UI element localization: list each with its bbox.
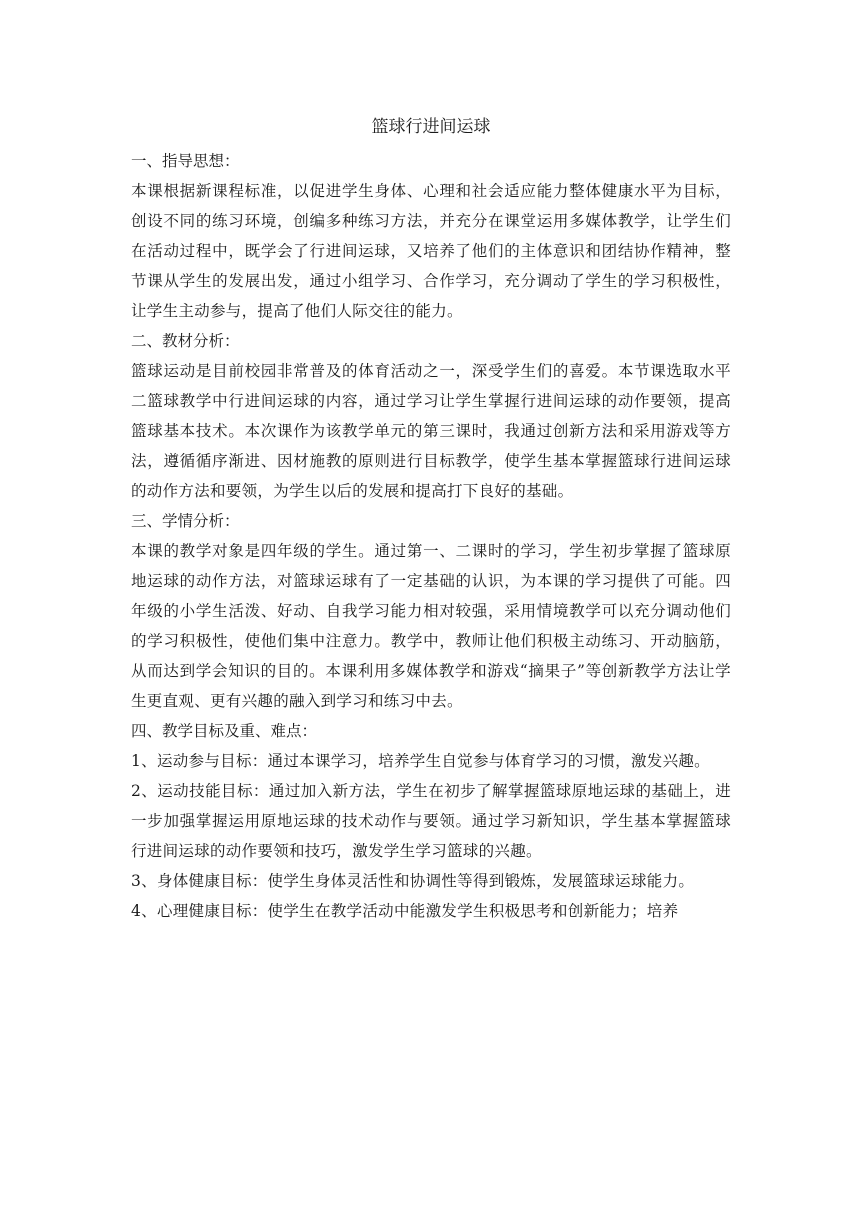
section-heading-student-analysis: 三、学情分析：	[131, 512, 240, 530]
section-body-guiding-ideology: 本课根据新课程标准，以促进学生身体、心理和社会适应能力整体健康水平为目标，创设不同的练习环境，创编多种练习方法，并充分在课堂运用多媒体教学，让学生们在活动过程中，既学会了行进间运球，又培养了他们的主体意识和团结协作精神，整节课从学生的发展出发，通过小组学习、合作学习，充分调动了学生的学习积极性，让学生主动参与，提高了他们人际交往的能力。	[131, 182, 731, 320]
goal-item-skills: 2、运动技能目标：通过加入新方法，学生在初步了解掌握篮球原地运球的基础上，进一步加强掌握运用原地运球的技术动作与要领。通过学习新知识，学生基本掌握篮球行进间运球的动作要领和技巧，激发学生学习篮球的兴趣。	[131, 782, 731, 860]
section-heading-guiding-ideology: 一、指导思想：	[131, 152, 240, 170]
goal-item-participation: 1、运动参与目标：通过本课学习，培养学生自觉参与体育学习的习惯，激发兴趣。	[131, 752, 710, 770]
section-heading-teaching-goals: 四、教学目标及重、难点：	[131, 722, 318, 740]
section-heading-material-analysis: 二、教材分析：	[131, 332, 240, 350]
goal-item-mental-health: 4、心理健康目标：使学生在教学活动中能激发学生积极思考和创新能力；培养	[131, 902, 679, 920]
section-body-student-analysis: 本课的教学对象是四年级的学生。通过第一、二课时的学习，学生初步掌握了篮球原地运球的动作方法，对篮球运球有了一定基础的认识，为本课的学习提供了可能。四年级的小学生活泼、好动、自我学习能力相对较强，采用情境教学可以充分调动他们的学习积极性，使他们集中注意力。教学中，教师让他们积极主动练习、开动脑筋，从而达到学会知识的目的。本课利用多媒体教学和游戏“摘果子”等创新教学方法让学生更直观、更有兴趣的融入到学习和练习中去。	[131, 542, 731, 710]
section-body-material-analysis: 篮球运动是目前校园非常普及的体育活动之一，深受学生们的喜爱。本节课选取水平二篮球教学中行进间运球的内容，通过学习让学生掌握行进间运球的动作要领，提高篮球基本技术。本次课作为该教学单元的第三课时，我通过创新方法和采用游戏等方法，遵循循序渐进、因材施教的原则进行目标教学，使学生基本掌握篮球行进间运球的动作方法和要领，为学生以后的发展和提高打下良好的基础。	[131, 362, 731, 500]
document-title: 篮球行进间运球	[371, 117, 491, 137]
document-content	[131, 112, 731, 926]
goal-item-physical-health: 3、身体健康目标：使学生身体灵活性和协调性等得到锻炼，发展篮球运球能力。	[131, 872, 695, 890]
